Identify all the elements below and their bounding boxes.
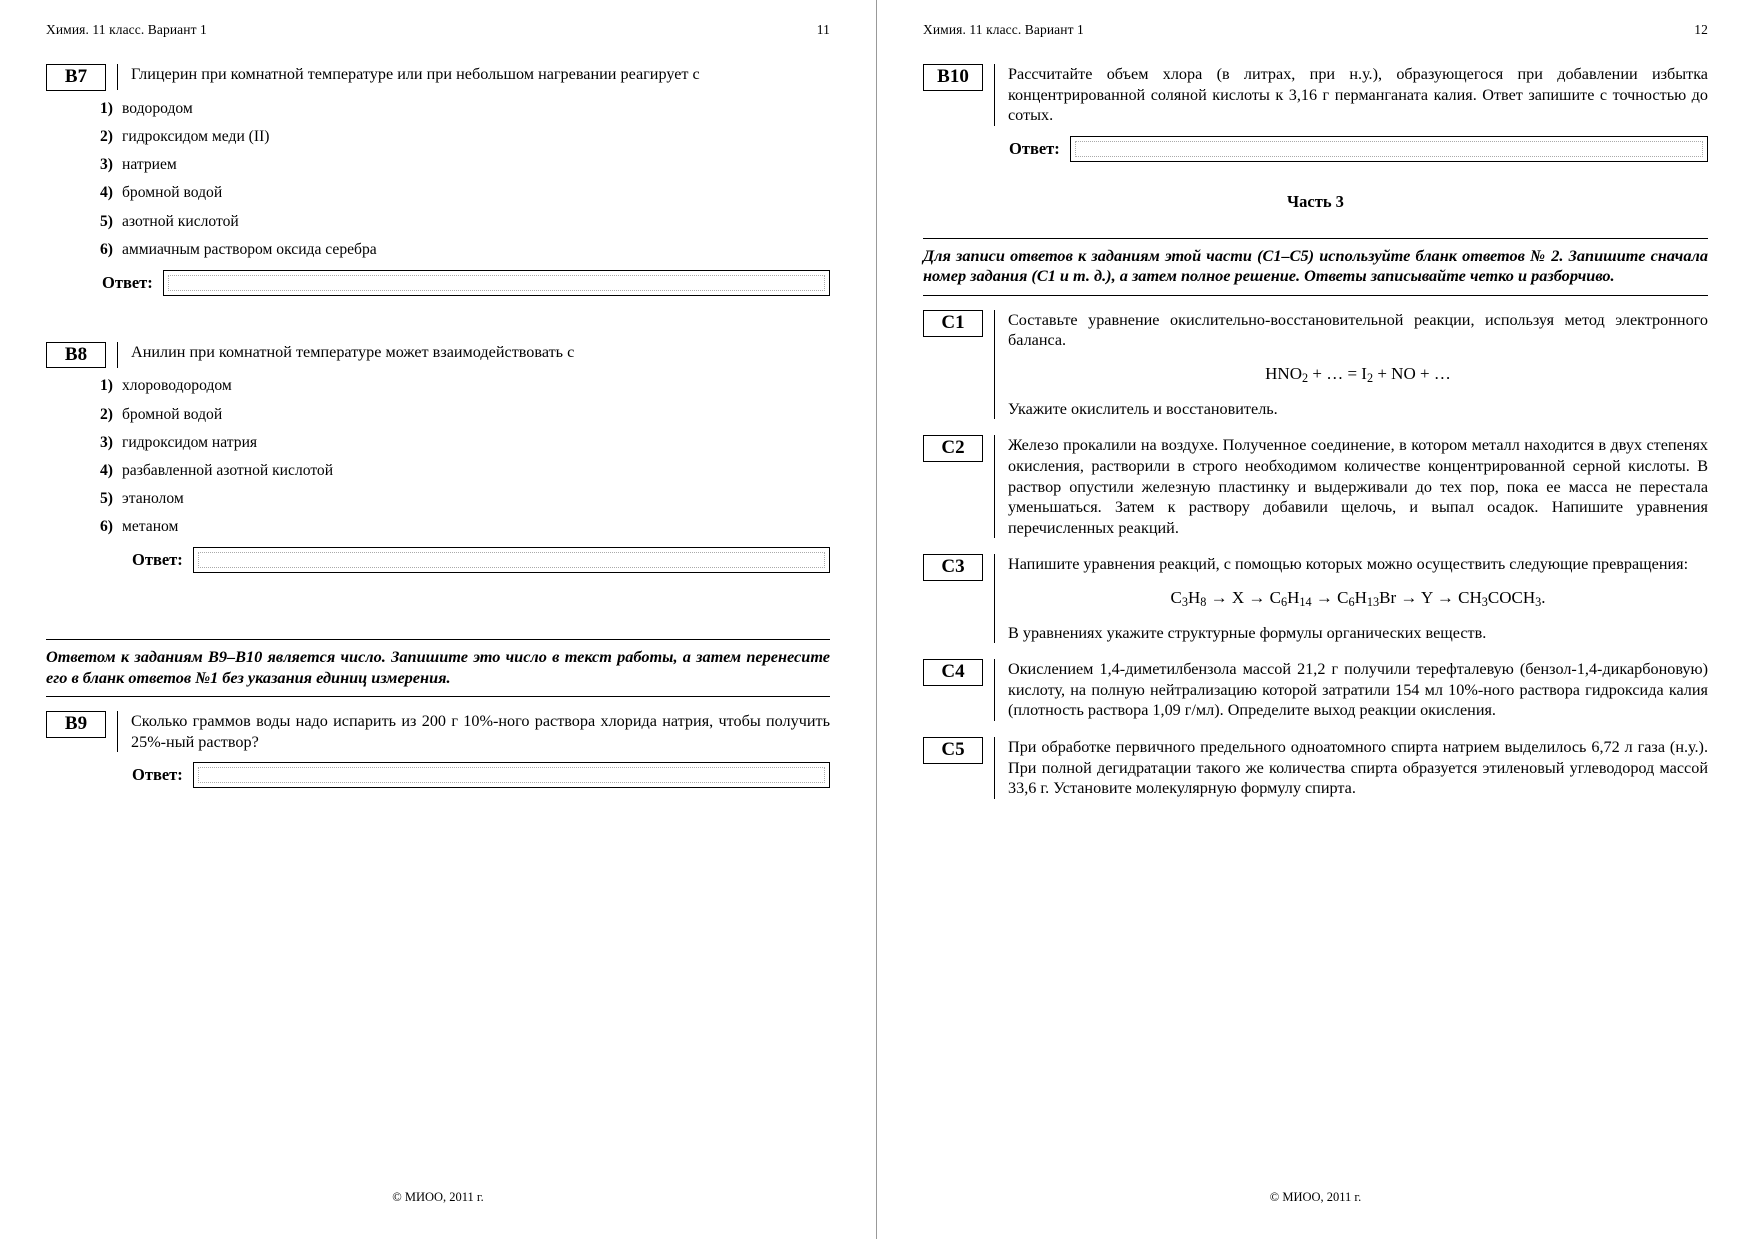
- task-code-b10: B10: [923, 64, 983, 91]
- option-label: гидроксидом натрия: [122, 433, 258, 451]
- task-code-b7: B7: [46, 64, 106, 91]
- task-c2: [923, 435, 1708, 538]
- task-code-b9: B9: [46, 711, 106, 738]
- header-title: Химия. 11 класс. Вариант 1: [923, 22, 1084, 37]
- option-number: 3): [100, 156, 113, 174]
- option-number: 5): [100, 490, 113, 508]
- option-number: 5): [100, 212, 113, 230]
- task-body-c3: [994, 554, 1708, 643]
- instruction-part3: Для записи ответов к заданиям этой части (С1–С5) используйте бланк ответов № 2. Запишите сначала номер задания (С1 и т. д.), а затем полное решение. Ответы записывайте четко и разборчиво.: [923, 238, 1708, 296]
- answer-row-b8: [46, 547, 830, 573]
- option-item[interactable]: [100, 490, 830, 509]
- answer-label: Ответ:: [132, 765, 183, 785]
- answer-row-b7: [46, 270, 830, 296]
- task-c5: [923, 737, 1708, 799]
- task-code-c1: C1: [923, 310, 983, 337]
- task-b8: [46, 342, 830, 369]
- task-c4: [923, 659, 1708, 721]
- option-label: аммиачным раствором оксида серебра: [122, 240, 377, 258]
- option-label: бромной водой: [122, 184, 223, 202]
- option-number: 6): [100, 240, 113, 258]
- answer-input-b10[interactable]: [1070, 136, 1708, 162]
- option-label: разбавленной азотной кислотой: [122, 462, 334, 480]
- part-title: Часть 3: [1287, 191, 1344, 211]
- option-label: метаном: [122, 518, 179, 536]
- task-code-b8: B8: [46, 342, 106, 369]
- option-item[interactable]: [100, 156, 830, 175]
- task-body-b8: [117, 342, 830, 368]
- task-body-c1: [994, 310, 1708, 420]
- option-item[interactable]: [100, 213, 830, 232]
- instruction-b9-b10: Ответом к заданиям В9–В10 является число. Запишите это число в текст работы, а затем перенесите его в бланк ответов №1 без указания единиц измерения.: [46, 639, 830, 697]
- task-body-b7: [117, 64, 830, 90]
- option-item[interactable]: [100, 518, 830, 537]
- formula-c3: $C_3H_8 \to X \to C_6H_{14} \to C_6H_{13}Br \to Y$ → $CH_3COCH_3$.: [1170, 587, 1546, 609]
- task-body-c2: [994, 435, 1708, 538]
- answer-row-b10: [923, 136, 1708, 162]
- option-number: 2): [100, 405, 113, 423]
- option-item[interactable]: [100, 184, 830, 203]
- header-page-number: 12: [1694, 22, 1708, 37]
- option-item[interactable]: [100, 406, 830, 425]
- task-note-c1: Укажите окислитель и восстановитель.: [1008, 399, 1278, 418]
- task-body-c4: [994, 659, 1708, 721]
- page-right: [877, 0, 1754, 1239]
- option-number: 1): [100, 377, 113, 395]
- task-question-c4: Окислением 1,4-диметилбензола массой 21,2 г получили терефталевую (бензол-1,4-дикарбоновую) кислоту, на полную нейтрализацию которой затратили 154 мл 10%-ного раствора гидроксида калия (плотность раствора 1,09 г/мл). Определите выход реакции окисления.: [1008, 660, 1708, 720]
- task-question-c2: Железо прокалили на воздухе. Полученное соединение, в котором металл находится в двух степенях окисления, растворили в строго необходимом количестве концентрированной серной кислоты. В раствор опустили железную пластинку и выдерживали до тех пор, пока ее масса не перестала уменьшаться. Затем к раствору добавили щелочь, и выпал осадок. Напишите уравнения перечисленных реакций.: [1008, 436, 1708, 537]
- option-label: водородом: [122, 99, 193, 117]
- task-c3: [923, 554, 1708, 643]
- option-label: этанолом: [122, 490, 184, 508]
- page-header-right: [923, 22, 1708, 38]
- task-body-b9: [117, 711, 830, 752]
- task-b10: [923, 64, 1708, 126]
- task-question-b10: Рассчитайте объем хлора (в литрах, при н.у.), образующегося при добавлении избытка концентрированной соляной кислоты к 3,16 г перманганата калия. Ответ запишите с точностью до сотых.: [1008, 65, 1708, 125]
- answer-row-b9: [46, 762, 830, 788]
- page-footer-left: © МИОО, 2011 г.: [392, 1190, 484, 1204]
- option-label: гидроксидом меди (II): [122, 128, 270, 146]
- option-label: бромной водой: [122, 405, 223, 423]
- option-item[interactable]: [100, 462, 830, 481]
- answer-label: Ответ:: [132, 550, 183, 570]
- task-note-c3: В уравнениях укажите структурные формулы органических веществ.: [1008, 623, 1487, 642]
- formula-c1: $HNO_2$ + … = $I_2$ + NO + …: [1265, 363, 1451, 385]
- answer-label: Ответ:: [1009, 138, 1060, 158]
- page-footer-right: © МИОО, 2011 г.: [1269, 1190, 1362, 1204]
- task-question-c5: При обработке первичного предельного одноатомного спирта натрием выделилось 6,72 л газа (н.у.). При полной дегидратации такого же количества спирта образуется этиленовый углеводород массой 33,6 г. Установите молекулярную формулу спирта.: [1008, 737, 1708, 798]
- header-page-number: 11: [816, 22, 830, 37]
- answer-input-b7[interactable]: [163, 270, 830, 296]
- task-b9: [46, 711, 830, 752]
- task-code-c4: C4: [923, 659, 983, 686]
- option-item[interactable]: [100, 434, 830, 453]
- answer-label: Ответ:: [102, 272, 153, 292]
- options-b7: [46, 100, 830, 260]
- task-b7: [46, 64, 830, 91]
- option-number: 3): [100, 433, 113, 451]
- option-item[interactable]: [100, 100, 830, 119]
- option-label: натрием: [122, 156, 177, 174]
- option-number: 2): [100, 128, 113, 146]
- header-title: Химия. 11 класс. Вариант 1: [46, 22, 207, 37]
- option-number: 4): [100, 184, 113, 202]
- option-number: 6): [100, 518, 113, 536]
- option-label: хлороводородом: [122, 377, 232, 395]
- options-b8: [46, 377, 830, 537]
- option-item[interactable]: [100, 377, 830, 396]
- option-label: азотной кислотой: [122, 212, 239, 230]
- option-item[interactable]: [100, 128, 830, 147]
- task-code-c3: C3: [923, 554, 983, 581]
- option-number: 4): [100, 462, 113, 480]
- page-header-left: [46, 22, 830, 38]
- task-code-c5: C5: [923, 737, 983, 764]
- option-number: 1): [100, 99, 113, 117]
- option-item[interactable]: [100, 241, 830, 260]
- task-question-c3: Напишите уравнения реакций, с помощью которых можно осуществить следующие превращения:: [1008, 555, 1689, 574]
- task-question-c1: Составьте уравнение окислительно-восстановительной реакции, используя метод электронного баланса.: [1008, 310, 1708, 350]
- task-question-b9: Сколько граммов воды надо испарить из 200 г 10%-ного раствора хлорида натрия, чтобы получить 25%-ный раствор?: [131, 712, 830, 751]
- task-question-b7: Глицерин при комнатной температуре или при небольшом нагревании реагирует с: [131, 65, 700, 83]
- task-code-c2: C2: [923, 435, 983, 462]
- task-c1: [923, 310, 1708, 420]
- answer-input-b9[interactable]: [193, 762, 830, 788]
- task-body-b10: [994, 64, 1708, 126]
- task-question-b8: Анилин при комнатной температуре может взаимодействовать с: [131, 342, 575, 361]
- task-body-c5: [994, 737, 1708, 799]
- answer-input-b8[interactable]: [193, 547, 830, 573]
